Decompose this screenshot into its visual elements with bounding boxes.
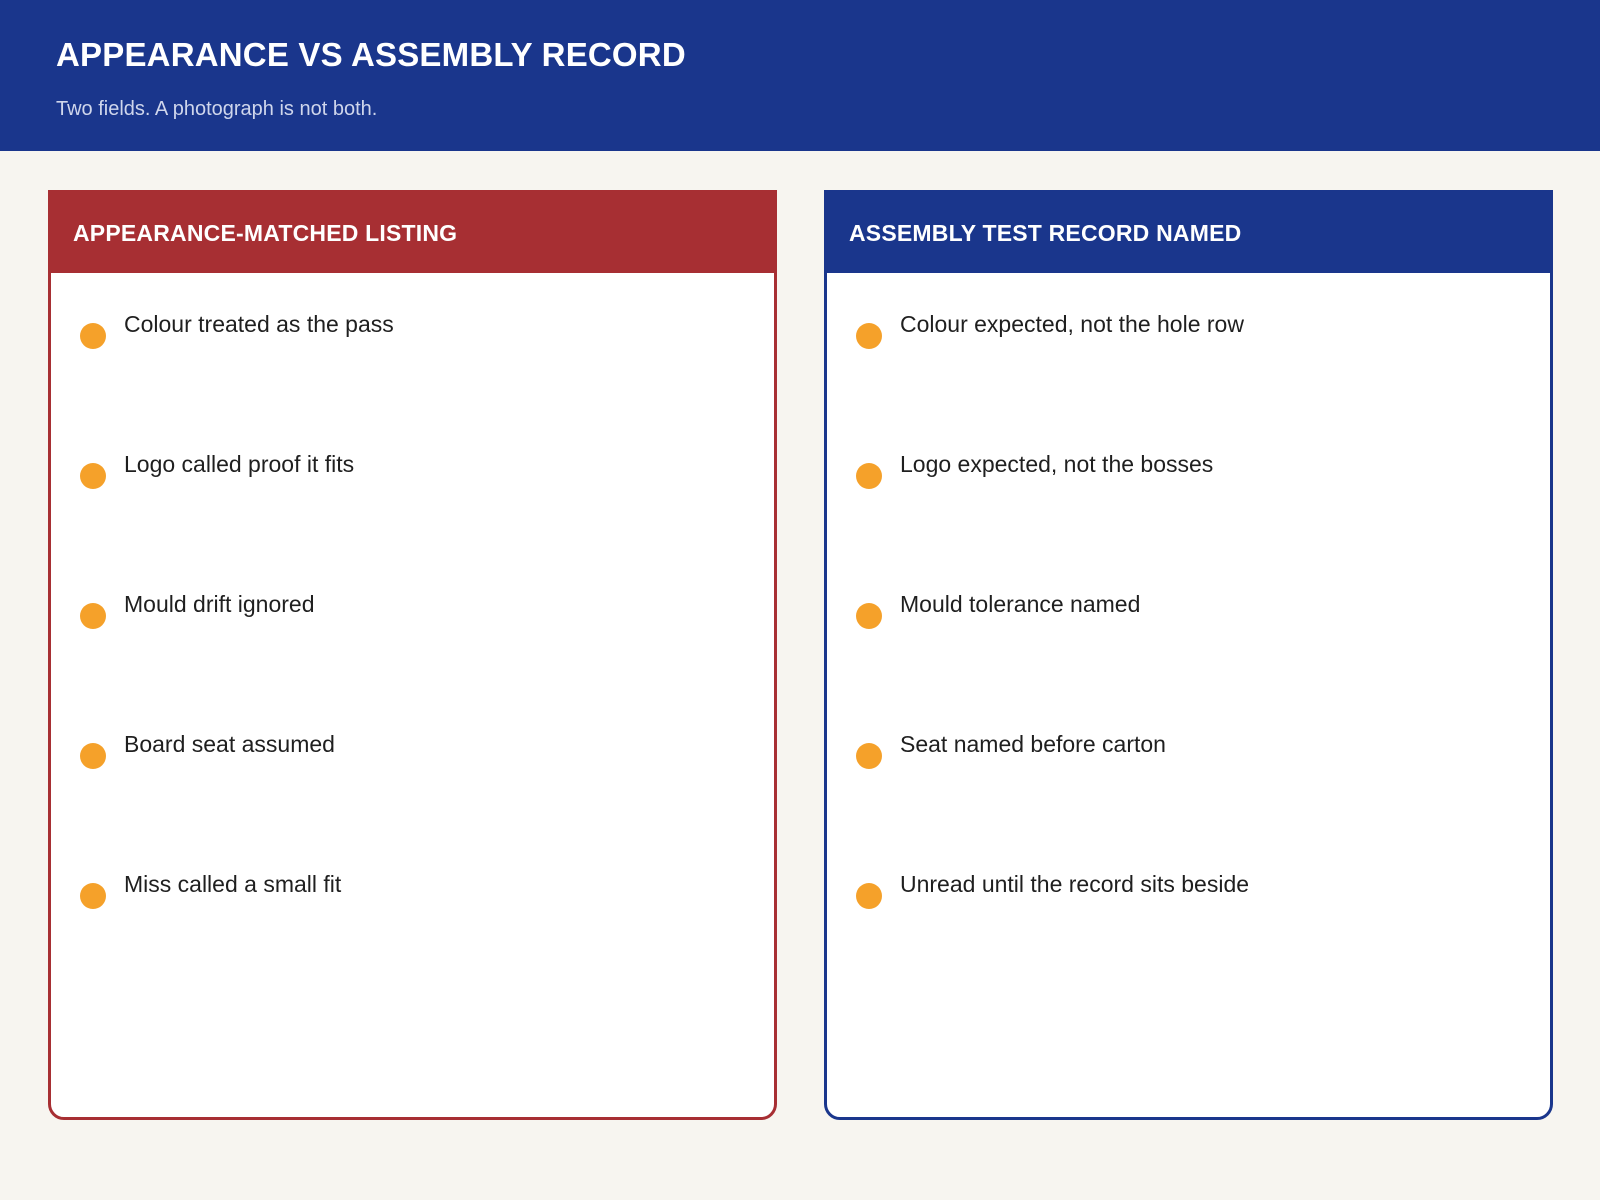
bullet-dot-icon <box>80 463 106 489</box>
bullet-dot-icon <box>856 323 882 349</box>
bullet-dot-icon <box>80 323 106 349</box>
list-item <box>51 311 774 351</box>
page-title: APPEARANCE VS ASSEMBLY RECORD <box>56 36 686 73</box>
bullet-dot-icon <box>80 603 106 629</box>
list-item-text: Logo expected, not the bosses <box>900 451 1214 477</box>
list-item-text: Colour treated as the pass <box>124 311 394 337</box>
appearance-listing-title: APPEARANCE-MATCHED LISTING <box>51 193 774 273</box>
page-subtitle: Two fields. A photograph is not both. <box>56 98 378 120</box>
list-item-text: Mould tolerance named <box>900 591 1141 617</box>
assembly-record-title: ASSEMBLY TEST RECORD NAMED <box>827 193 1550 273</box>
list-item-text: Colour expected, not the hole row <box>900 311 1244 337</box>
list-item <box>827 731 1550 771</box>
list-item-text: Mould drift ignored <box>124 591 315 617</box>
page-header <box>0 0 1600 151</box>
list-item <box>51 591 774 631</box>
bullet-dot-icon <box>80 883 106 909</box>
bullet-dot-icon <box>856 463 882 489</box>
list-item-text: Unread until the record sits beside <box>900 871 1250 897</box>
bullet-dot-icon <box>856 603 882 629</box>
bullet-dot-icon <box>80 743 106 769</box>
list-item-text: Logo called proof it fits <box>124 451 355 477</box>
list-item-text: Miss called a small fit <box>124 871 342 897</box>
list-item <box>51 731 774 771</box>
list-item-text: Seat named before carton <box>900 731 1166 757</box>
assembly-record-panel <box>824 190 1553 1120</box>
bullet-dot-icon <box>856 883 882 909</box>
list-item <box>827 591 1550 631</box>
bullet-dot-icon <box>856 743 882 769</box>
appearance-listing-panel <box>48 190 777 1120</box>
list-item <box>51 871 774 911</box>
list-item <box>827 311 1550 351</box>
list-item <box>827 871 1550 911</box>
list-item <box>827 451 1550 491</box>
list-item-text: Board seat assumed <box>124 731 335 757</box>
list-item <box>51 451 774 491</box>
